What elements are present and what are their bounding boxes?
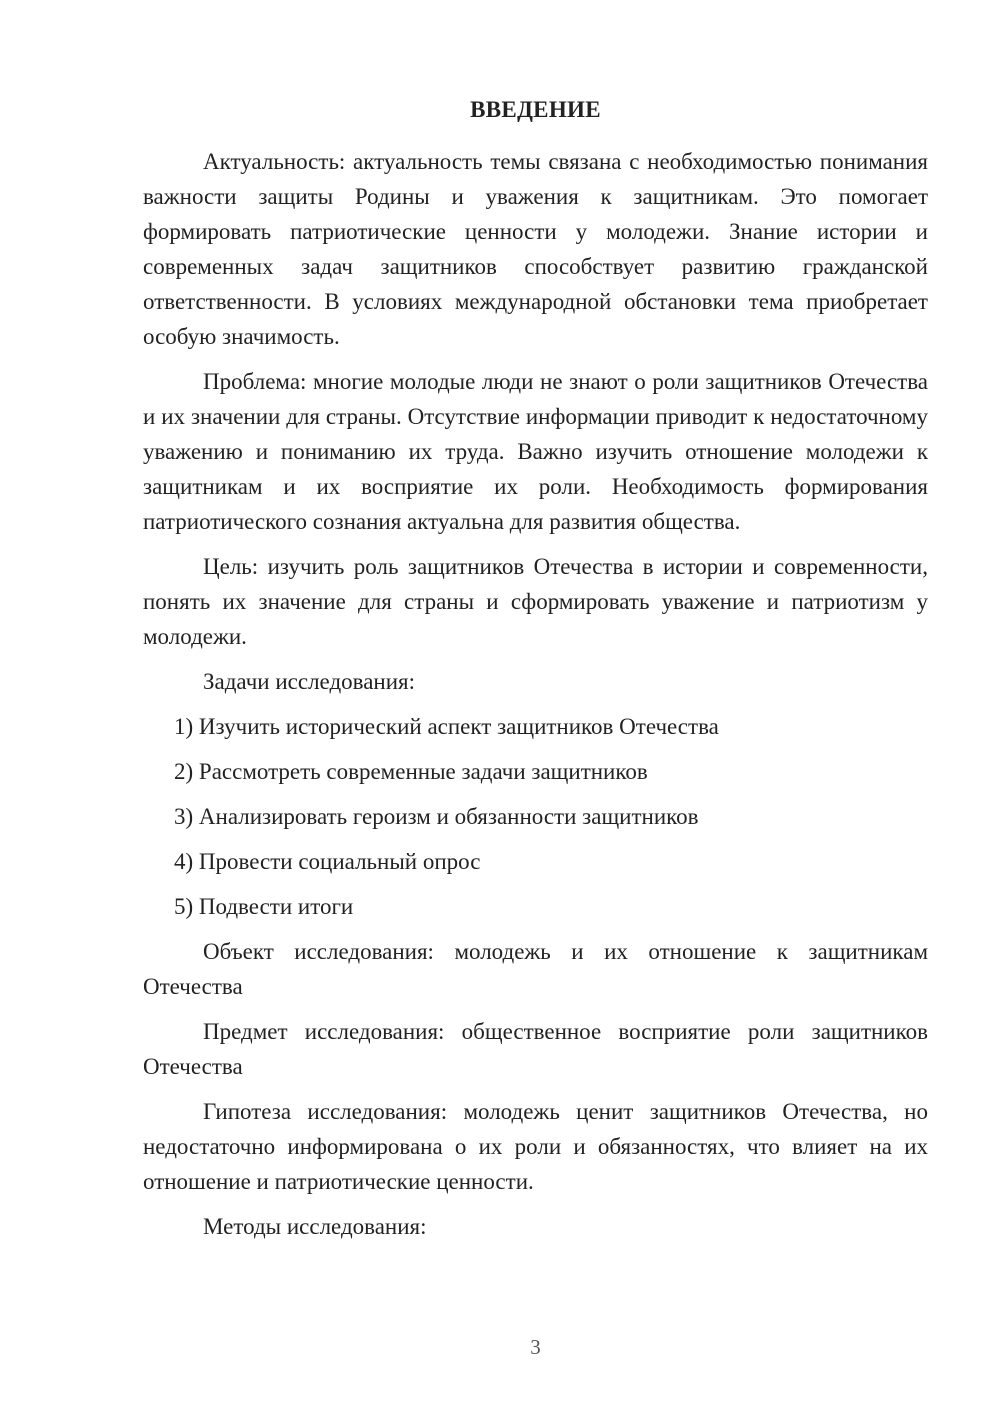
list-item-task-4: 4) Провести социальный опрос: [174, 849, 481, 874]
list-item-task-3: 3) Анализировать героизм и обязанности защитников: [174, 804, 699, 829]
page-number: 3: [530, 1335, 541, 1359]
paragraph-subject: Предмет исследования: общественное восприятие роли защитников Отечества: [143, 1019, 928, 1079]
paragraph-relevance: Актуальность: актуальность темы связана с необходимостью понимания важности защиты Родины и уважения к защитникам. Это помогает формировать патриотические ценности у молодежи. Знание истории и современных задач защитников способствует развитию гражданской ответственности. В условиях международной обстановки тема приобретает особую значимость.: [143, 149, 928, 349]
paragraph-object: Объект исследования: молодежь и их отношение к защитникам Отечества: [143, 939, 928, 999]
list-item-task-5: 5) Подвести итоги: [174, 894, 354, 919]
document-page: [143, 0, 928, 1414]
list-item-task-1: 1) Изучить исторический аспект защитников Отечества: [174, 714, 719, 739]
document-body: [143, 144, 928, 1254]
paragraph-goal: Цель: изучить роль защитников Отечества в истории и современности, понять их значение для страны и сформировать уважение и патриотизм у молодежи.: [143, 554, 928, 649]
tasks-heading: Задачи исследования:: [203, 669, 416, 694]
paragraph-hypothesis: Гипотеза исследования: молодежь ценит защитников Отечества, но недостаточно информирована о их роли и обязанностях, что влияет на их отношение и патриотические ценности.: [143, 1099, 928, 1194]
paragraph-problem: Проблема: многие молодые люди не знают о роли защитников Отечества и их значении для страны. Отсутствие информации приводит к недостаточному уважению и пониманию их труда. Важно изучить отношение молодежи к защитникам и их восприятие их роли. Необходимость формирования патриотического сознания актуальна для развития общества.: [143, 369, 928, 534]
list-item-task-2: 2) Рассмотреть современные задачи защитников: [174, 759, 648, 784]
section-title: ВВЕДЕНИЕ: [470, 97, 601, 122]
methods-heading: Методы исследования:: [203, 1214, 427, 1239]
